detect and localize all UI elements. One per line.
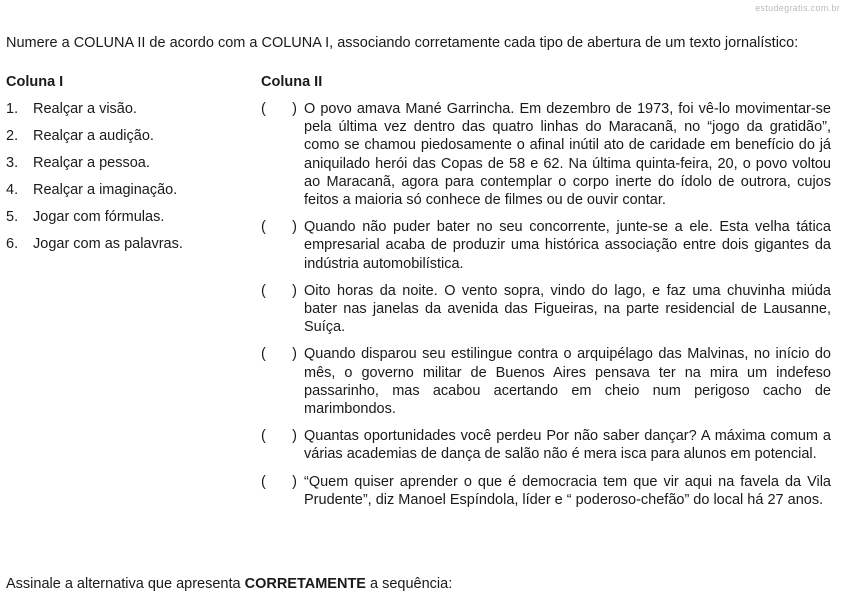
column-2-item [261, 427, 831, 463]
open-paren: ( [261, 282, 266, 299]
list-item [6, 208, 246, 226]
column-2-item [261, 100, 831, 209]
list-item [6, 181, 246, 199]
column-2 [261, 73, 831, 518]
list-item [6, 154, 246, 172]
watermark: estudegratis.com.br [755, 3, 840, 13]
close-paren: ) [292, 282, 297, 299]
item-text: Quantas oportunidades você perdeu Por não saber dançar? A máxima comum a várias academias de dança de salão não é mera isca para alunos em potencial. [304, 428, 831, 463]
item-number: 5. [6, 209, 19, 225]
close-paren: ) [292, 101, 297, 117]
answer-blank[interactable] [261, 282, 304, 337]
prompt-emphasis: CORRETAMENTE [244, 576, 366, 592]
column-2-header: Coluna II [261, 74, 323, 90]
item-label: Jogar com as palavras. [33, 236, 183, 252]
prompt-prefix: Assinale a alternativa que apresenta [6, 576, 245, 592]
open-paren: ( [261, 346, 266, 363]
item-label: Realçar a visão. [33, 101, 137, 117]
close-paren: ) [292, 219, 297, 236]
open-paren: ( [261, 219, 266, 236]
item-number: 1. [6, 101, 19, 117]
list-item [6, 127, 246, 145]
answer-blank[interactable] [261, 218, 304, 273]
column-2-item [261, 282, 831, 337]
prompt-suffix: a sequência: [365, 576, 453, 592]
close-paren: ) [292, 473, 297, 490]
item-label: Jogar com fórmulas. [33, 209, 165, 225]
list-item [6, 100, 246, 118]
list-item [6, 235, 246, 253]
close-paren: ) [292, 346, 297, 363]
answer-blank[interactable] [261, 100, 304, 209]
item-text: Quando não puder bater no seu concorrente, junte-se a ele. Esta velha tática empresarial acaba de produzir uma histórica associação entre dois gigantes da indústria automobilística. [304, 219, 831, 272]
column-1 [6, 73, 246, 262]
answer-blank[interactable] [261, 473, 304, 509]
item-number: 3. [6, 155, 19, 171]
question-instruction: Numere a COLUNA II de acordo com a COLUNA I, associando corretamente cada tipo de abertura de um texto jornalístico: [6, 35, 799, 51]
item-number: 4. [6, 182, 19, 198]
item-label: Realçar a imaginação. [33, 182, 178, 198]
item-number: 6. [6, 236, 19, 252]
item-text: O povo amava Mané Garrincha. Em dezembro de 1973, foi vê-lo movimentar-se pela última vez dentro das quatro linhas do Maracanã, no “jogo da gratidão”, como se chamou piedosamente o afinal inútil ato de caridade em benefício do já aniquilado herói das Copas de 58 e 62. Na última quinta-feira, 20, o povo voltou ao Maracanã, agora para contemplar o corpo inerte do ídolo de outrora, cujos feitos a maioria só conhece de filmes ou de ouvir contar. [304, 101, 831, 209]
open-paren: ( [261, 473, 266, 490]
close-paren: ) [292, 428, 297, 445]
open-paren: ( [261, 428, 266, 445]
item-number: 2. [6, 128, 19, 144]
answer-blank[interactable] [261, 427, 304, 463]
item-text: “Quem quiser aprender o que é democracia tem que vir aqui na favela da Vila Prudente”, diz Manoel Espíndola, líder e “ poderoso-chefão” do local há 27 anos. [304, 473, 831, 508]
column-2-item [261, 473, 831, 509]
column-2-item [261, 345, 831, 418]
column-1-header: Coluna I [6, 74, 64, 90]
item-label: Realçar a pessoa. [33, 155, 150, 171]
answer-prompt [6, 576, 452, 592]
column-1-list [6, 100, 246, 253]
item-label: Realçar a audição. [33, 128, 154, 144]
answer-blank[interactable] [261, 345, 304, 418]
item-text: Quando disparou seu estilingue contra o arquipélago das Malvinas, no início do mês, o governo militar de Buenos Aires pensava ter na mira um indefeso passarinho, mas acabou acertando em cheio num perigoso cacho de marimbondos. [304, 346, 831, 418]
item-text: Oito horas da noite. O vento sopra, vindo do lago, e faz uma chuvinha miúda bater nas janelas da avenida das Figueiras, na parte residencial de Lausanne, Suíça. [304, 282, 831, 336]
column-2-item [261, 218, 831, 273]
open-paren: ( [261, 101, 266, 117]
